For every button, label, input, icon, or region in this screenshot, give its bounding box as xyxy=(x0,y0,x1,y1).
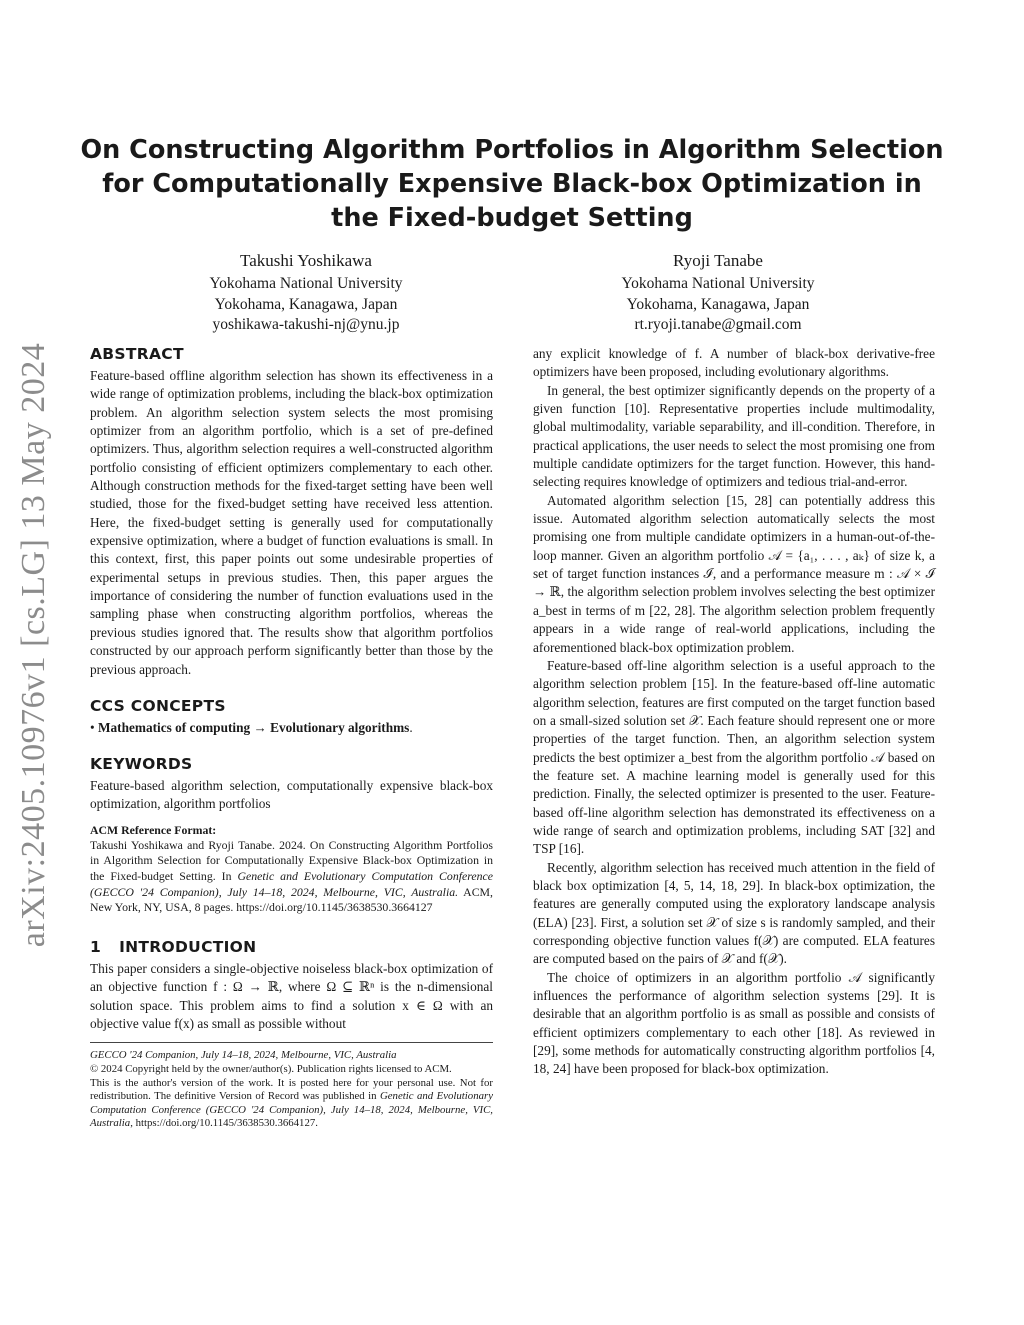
footnote-venue: GECCO '24 Companion, July 14–18, 2024, Melbourne, VIC, Australia xyxy=(90,1049,397,1062)
footnote xyxy=(90,1049,493,1131)
author-block-1 xyxy=(141,249,471,336)
author-name: Takushi Yoshikawa xyxy=(240,251,372,270)
arxiv-side-stamp xyxy=(4,342,64,948)
introduction-paragraph-5: Recently, algorithm selection has received much attention in the field of black box optimization [4, 5, 14, 18, 29]. In black-box optimization, the features are generally computed using the exploratory landscape analysis (ELA) [23]. First, a solution set 𝒳 of size s is randomly sampled, and their corresponding objective function values f(𝒳) are computed. ELA features are computed based on the pairs of 𝒳 and f(𝒳). xyxy=(533,859,935,967)
author-block-2 xyxy=(553,249,883,336)
introduction-paragraph-6: The choice of optimizers in an algorithm portfolio 𝒜 significantly influences the performance of algorithm selection systems [29]. It is desirable that an algorithm portfolio is as small as possible and consists of efficient optimizers complementary to each other [18]. As reviewed in [29], some methods for automatically constructing algorithm portfolios [4, 18, 24] have been proposed for black-box optimization. xyxy=(533,969,935,1077)
author-affiliation: Yokohama National University xyxy=(621,275,815,292)
introduction-paragraph-2: In general, the best optimizer significantly depends on the property of a given function [10]. Representative properties include multimodality, global multimodality, variable separability, and ill-condition. Therefore, in practical applications, the user needs to select the most promising one from multiple candidate optimizers for the target function. However, this hand-selecting requires knowledge of optimizers and tedious trial-and-error. xyxy=(533,382,935,490)
ccs-subconcept: Evolutionary algorithms xyxy=(270,719,410,735)
introduction-heading: 1 INTRODUCTION xyxy=(90,938,257,957)
keywords-heading: KEYWORDS xyxy=(90,754,193,773)
paper-title: On Constructing Algorithm Portfolios in Algorithm Selection for Computationally Expensive Black-box Optimization in the Fixed-budget Setting xyxy=(80,135,944,233)
introduction-paragraph-4: Feature-based off-line algorithm selection is a useful approach to the algorithm selection problem [15]. In the feature-based off-line automatic algorithm selection, features are first computed on the target function based on a small-sized solution set 𝒳. Each feature should represent one or more properties of the target function. Then, an algorithm selection system predicts the best optimizer a_best from the algorithm portfolio 𝒜 based on the feature set. A machine learning model is generally used for this prediction. Finally, the selected optimizer is presented to the user. Feature-based off-line algorithm selection has demonstrated its effectiveness on a wide range of search and optimization problems, including SAT [32] and TSP [16]. xyxy=(533,657,935,857)
right-column xyxy=(533,345,935,1079)
bullet: • xyxy=(90,719,95,735)
introduction-paragraph-1: This paper considers a single-objective noiseless black-box optimization of an objective function f : Ω → ℝ, where Ω ⊆ ℝⁿ is the n-dimensional solution space. This problem aims to find a solution x ∈ Ω with an objective value f(x) as small as possible without xyxy=(90,961,493,1032)
footnote-divider xyxy=(90,1042,493,1043)
introduction-paragraph-3: Automated algorithm selection [15, 28] can potentially address this issue. Automated algorithm selection automatically selects the most promising one from multiple candidate optimizers in a human-out-of-the-loop manner. Given an algorithm portfolio 𝒜 = {a₁, . . . , aₖ} of size k, a set of target function instances ℐ, and a performance measure m : 𝒜 × ℐ → ℝ, the algorithm selection problem involves selecting the best optimizer a_best in terms of m [22, 28]. The algorithm selection problem frequently appears in a wide range of real-world applications, including the aforementioned black-box optimization problem. xyxy=(533,492,935,655)
author-name: Ryoji Tanabe xyxy=(673,251,763,270)
footnote-copyright: © 2024 Copyright held by the owner/author(s). Publication rights licensed to ACM. xyxy=(90,1063,452,1076)
introduction-paragraph-1-continued: any explicit knowledge of f. A number of black-box derivative-free optimizers have been proposed, including evolutionary algorithms. xyxy=(533,346,935,380)
author-email[interactable]: yoshikawa-takushi-nj@ynu.jp xyxy=(212,316,400,333)
keywords-text: Feature-based algorithm selection, computationally expensive black-box optimization, algorithm portfolios xyxy=(90,777,493,812)
author-location: Yokohama, Kanagawa, Japan xyxy=(626,295,810,313)
left-column xyxy=(90,345,493,1131)
arrow-icon: → xyxy=(253,719,267,735)
ccs-heading: CCS CONCEPTS xyxy=(90,696,226,715)
reference-format-text: Takushi Yoshikawa and Ryoji Tanabe. 2024. On Constructing Algorithm Portfolios in Algorithm Selection for Computationally Expensive Black-box Optimization in the Fixed-budget Setting. In Genetic and Evolutionary Computation Conference (GECCO '24 Companion), July 14–18, 2024, Melbourne, VIC, Australia. ACM, New York, NY, USA, 8 pages. https://doi.org/10.1145/3638530.3664127 xyxy=(90,837,493,915)
author-affiliation: Yokohama National University xyxy=(209,275,403,292)
author-email[interactable]: rt.ryoji.tanabe@gmail.com xyxy=(634,316,802,333)
reference-format-label: ACM Reference Format: xyxy=(90,822,217,837)
abstract-heading: ABSTRACT xyxy=(90,345,184,363)
footnote-notice: This is the author's version of the work. It is posted here for your personal use. Not for redistribution. The definitive Version of Record was published in Genetic and Evolutionary Computation Conference (GECCO '24 Companion), July 14–18, 2024, Melbourne, VIC, Australia, https://doi.org/10.1145/3638530.3664127. xyxy=(90,1076,493,1130)
author-location: Yokohama, Kanagawa, Japan xyxy=(214,295,398,313)
ccs-concept-item: • Mathematics of computing → Evolutionary algorithms. xyxy=(90,719,413,735)
arxiv-identifier: arXiv:2405.10976v1 [cs.LG] 13 May 2024 xyxy=(15,342,53,948)
abstract-text: Feature-based offline algorithm selection has shown its effectiveness in a wide range of optimization problems, including the black-box optimization problem. An algorithm selection system selects the most promising optimizer from an algorithm portfolio, which is a set of pre-defined optimizers. Thus, algorithm selection requires a well-constructed algorithm portfolio consisting of efficient optimizers complementary to each other. Although construction methods for the fixed-target setting have been well studied, those for the fixed-budget setting have received less attention. Here, the fixed-budget setting is generally used for computationally expensive optimization, where a budget of function evaluations is small. In this context, first, this paper points out some undesirable properties of experimental setups in previous studies. Then, this paper argues the importance of considering the number of function evaluations used in the sampling phase when constructing algorithm portfolios, whereas the previous studies ignored that. The results show that algorithm portfolios constructed by our approach perform significantly better than those by the previous approach. xyxy=(90,368,493,677)
ccs-concept: Mathematics of computing xyxy=(97,719,251,735)
